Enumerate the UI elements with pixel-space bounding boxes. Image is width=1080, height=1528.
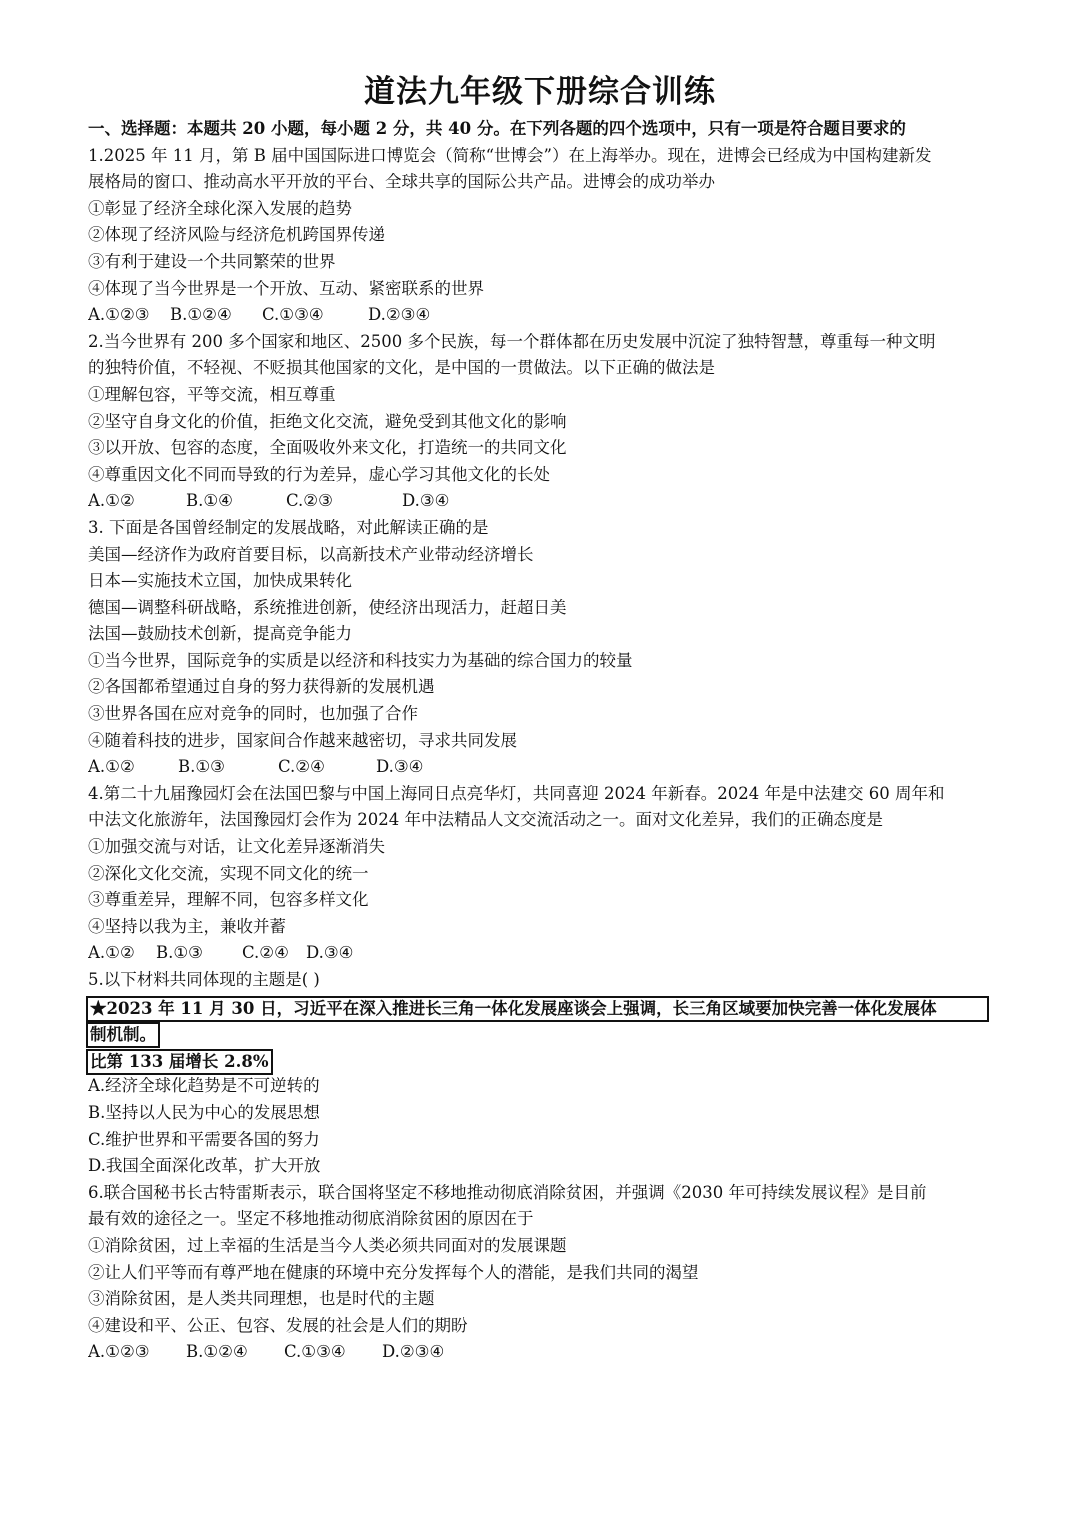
option-b: B.坚持以人民为中心的发展思想	[88, 1102, 320, 1122]
option-c: C.②④	[278, 757, 325, 777]
answer-options	[88, 1339, 1003, 1366]
question-stem: 1.2025 年 11 月，第 B 届中国国际进口博览会（简称“世博会”）在上海举办。现在，进博会已经成为中国构建新发	[88, 145, 932, 165]
option-d: D.②③④	[368, 305, 431, 325]
statement-item: ③有利于建设一个共同繁荣的世界	[88, 251, 336, 271]
option-c: C.①③④	[262, 305, 324, 325]
material-item: 日本—实施技术立国，加快成果转化	[88, 571, 352, 591]
exam-content	[88, 116, 1003, 1366]
option-b: B.①③	[178, 757, 225, 777]
answer-options	[88, 302, 1003, 329]
option-d: D.③④	[376, 757, 424, 777]
question-1	[88, 143, 1003, 329]
option-b: B.①③	[156, 943, 203, 963]
statement-item: ②让人们平等而有尊严地在健康的环境中充分发挥每个人的潜能，是我们共同的渴望	[88, 1262, 699, 1282]
statement-item: ②各国都希望通过自身的努力获得新的发展机遇	[88, 677, 435, 697]
statement-item: ①理解包容，平等交流，相互尊重	[88, 384, 336, 404]
option-d: D.②③④	[382, 1342, 445, 1362]
section-heading: 一、选择题：本题共 20 小题，每小题 2 分，共 40 分。在下列各题的四个选项中，只有一项是符合题目要求的	[88, 119, 906, 138]
statement-item: ④坚持以我为主，兼收并蓄	[88, 916, 286, 936]
material-box: ★2023 年 11 月 30 日，习近平在深入推进长三角一体化发展座谈会上强调，长三角区域要加快完善一体化发展体	[86, 996, 989, 1022]
question-stem: 最有效的途径之一。坚定不移地推动彻底消除贫困的原因在于	[88, 1209, 534, 1229]
statement-item: ①加强交流与对话，让文化差异逐渐消失	[88, 837, 385, 857]
option-d: D.③④	[306, 943, 354, 963]
option-b: B.①②④	[170, 305, 232, 325]
statement-item: ③消除贫困，是人类共同理想，也是时代的主题	[88, 1289, 435, 1309]
option-c: C.维护世界和平需要各国的努力	[88, 1129, 320, 1149]
question-stem: 2.当今世界有 200 多个国家和地区、2500 多个民族，每一个群体都在历史发展中沉淀了独特智慧，尊重每一种文明	[88, 331, 936, 351]
material-item: 德国—调整科研战略，系统推进创新，使经济出现活力，赶超日美	[88, 597, 567, 617]
question-6	[88, 1180, 1003, 1366]
option-a: A.①②	[88, 491, 135, 511]
statement-item: ③以开放、包容的态度，全面吸收外来文化，打造统一的共同文化	[88, 438, 567, 458]
option-d: D.我国全面深化改革，扩大开放	[88, 1156, 321, 1176]
question-2	[88, 329, 1003, 515]
option-c: C.②④	[242, 943, 289, 963]
answer-options	[88, 754, 1003, 781]
question-stem: 的独特价值，不轻视、不贬损其他国家的文化，是中国的一贯做法。以下正确的做法是	[88, 358, 715, 378]
question-stem: 3. 下面是各国曾经制定的发展战略，对此解读正确的是	[88, 517, 489, 537]
option-a: A.①②③	[88, 305, 150, 325]
statement-item: ②坚守自身文化的价值，拒绝文化交流，避免受到其他文化的影响	[88, 411, 567, 431]
statement-item: ④尊重因文化不同而导致的行为差异，虚心学习其他文化的长处	[88, 464, 550, 484]
material-box: 比第 133 届增长 2.8%	[86, 1049, 273, 1075]
statement-item: ②深化文化交流，实现不同文化的统一	[88, 863, 369, 883]
statement-item: ④建设和平、公正、包容、发展的社会是人们的期盼	[88, 1315, 468, 1335]
question-4	[88, 781, 1003, 967]
statement-item: ③世界各国在应对竞争的同时，也加强了合作	[88, 704, 418, 724]
question-5	[88, 967, 1003, 1180]
statement-item: ③尊重差异，理解不同，包容多样文化	[88, 890, 369, 910]
statement-item: ②体现了经济风险与经济危机跨国界传递	[88, 225, 385, 245]
option-c: C.①③④	[284, 1342, 346, 1362]
option-a: A.①②	[88, 943, 135, 963]
material-item: 美国—经济作为政府首要目标，以高新技术产业带动经济增长	[88, 544, 534, 564]
statement-item: ④体现了当今世界是一个开放、互动、紧密联系的世界	[88, 278, 484, 298]
answer-options	[88, 940, 1003, 967]
statement-item: ④随着科技的进步，国家间合作越来越密切，寻求共同发展	[88, 730, 517, 750]
material-item: 法国—鼓励技术创新，提高竞争能力	[88, 624, 352, 644]
statement-item: ①彰显了经济全球化深入发展的趋势	[88, 198, 352, 218]
option-a: A.①②	[88, 757, 135, 777]
question-stem: 4.第二十九届豫园灯会在法国巴黎与中国上海同日点亮华灯，共同喜迎 2024 年新春。2024 年是中法建交 60 周年和	[88, 783, 945, 803]
question-stem: 中法文化旅游年，法国豫园灯会作为 2024 年中法精品人文交流活动之一。面对文化差异，我们的正确态度是	[88, 810, 883, 830]
page-title: 道法九年级下册综合训练	[364, 74, 716, 110]
option-d: D.③④	[402, 491, 450, 511]
question-stem: 6.联合国秘书长古特雷斯表示，联合国将坚定不移地推动彻底消除贫困，并强调《2030 年可持续发展议程》是目前	[88, 1182, 927, 1202]
option-b: B.①②④	[186, 1342, 248, 1362]
question-stem: 5.以下材料共同体现的主题是( )	[88, 970, 320, 989]
option-a: A.①②③	[88, 1342, 150, 1362]
statement-item: ①当今世界，国际竞争的实质是以经济和科技实力为基础的综合国力的较量	[88, 650, 633, 670]
question-3	[88, 515, 1003, 781]
option-a: A.经济全球化趋势是不可逆转的	[88, 1076, 320, 1096]
statement-item: ①消除贫困，过上幸福的生活是当今人类必须共同面对的发展课题	[88, 1235, 567, 1255]
material-box: 制机制。	[86, 1022, 160, 1048]
option-b: B.①④	[186, 491, 233, 511]
question-stem: 展格局的窗口、推动高水平开放的平台、全球共享的国际公共产品。进博会的成功举办	[88, 172, 715, 192]
option-c: C.②③	[286, 491, 333, 511]
answer-options	[88, 488, 1003, 515]
